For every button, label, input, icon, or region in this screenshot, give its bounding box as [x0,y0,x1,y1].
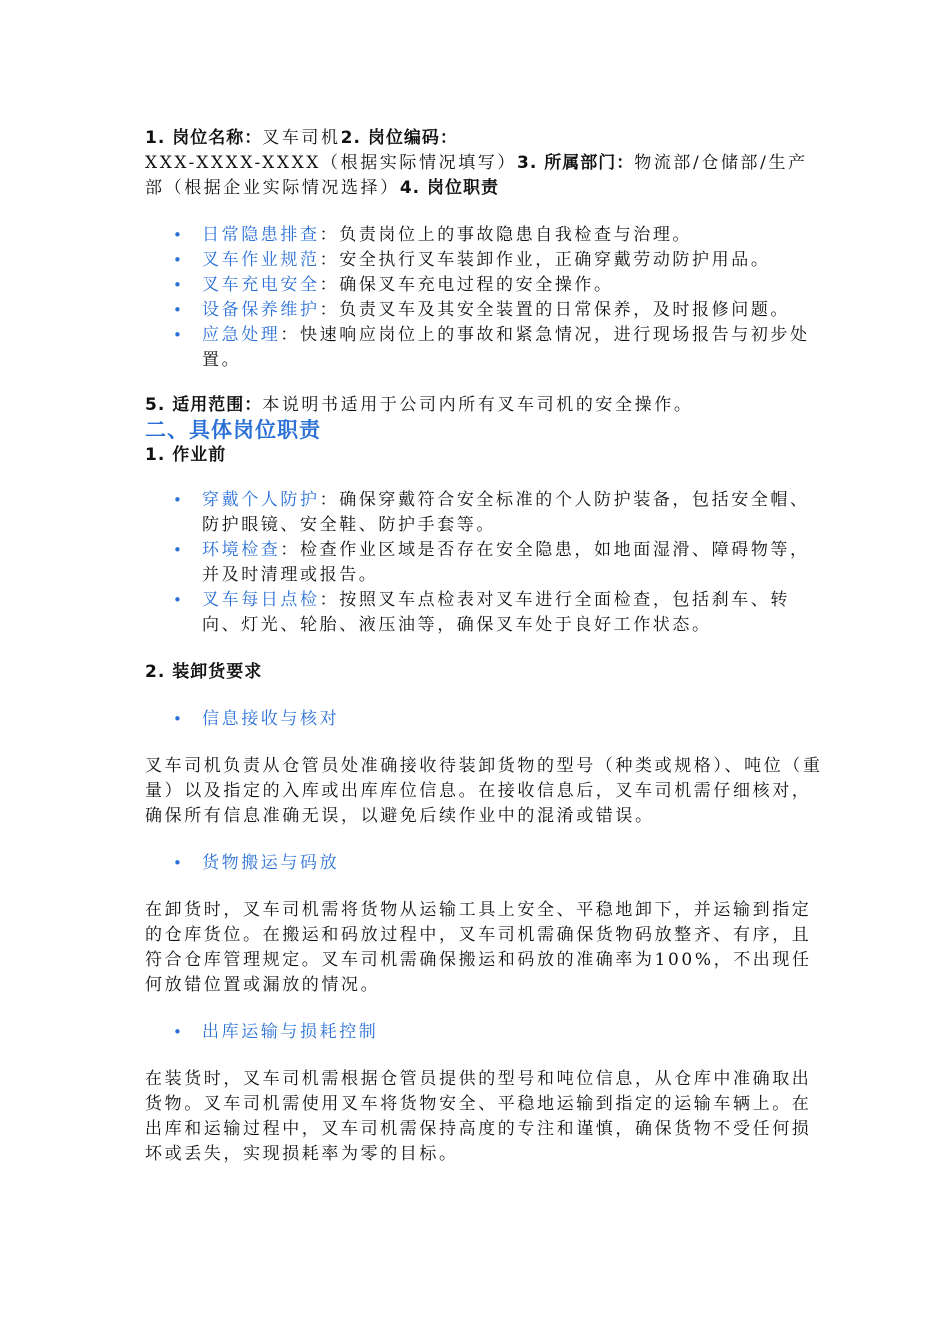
list-item [145,248,825,273]
intro-paragraph [145,126,825,201]
list-item-desc: 确保穿戴符合安全标准的个人防护装备，包括安全帽、防护眼镜、安全鞋、防护手套等。 [202,490,810,535]
section-heading: 二、具体岗位职责 [145,418,321,442]
department-label: 3. 所属部门： [517,153,635,173]
list-item-desc: 快速响应岗位上的事故和紧急情况，进行现场报告与初步处置。 [202,325,810,370]
list-item-sep: ： [280,540,301,560]
list-item [145,223,825,248]
list-item [145,1020,825,1045]
loading-bullet [145,707,825,732]
list-item-desc: 负责岗位上的事故隐患自我检查与治理。 [339,225,693,245]
list-item-sep: ： [319,275,340,295]
list-item-title: 叉车充电安全 [202,275,320,295]
list-item [145,298,825,323]
list-item-title: 货物搬运与码放 [202,853,340,873]
list-item-sep: ： [319,490,340,510]
list-item-title: 信息接收与核对 [202,709,340,729]
list-item-title: 设备保养维护 [202,300,320,320]
list-item [145,538,825,588]
list-item-desc: 检查作业区域是否存在安全隐患，如地面湿滑、障碍物等，并及时清理或报告。 [202,540,810,585]
subsection-heading: 2. 装卸货要求 [145,662,263,682]
list-item [145,851,825,876]
scope-label: 5. 适用范围： [145,395,263,415]
position-code-value: XXX-XXXX-XXXX（根据实际情况填写） [145,153,517,173]
document-page [145,120,825,1167]
list-item-desc: 安全执行叉车装卸作业，正确穿戴劳动防护用品。 [339,250,771,270]
list-item-sep: ： [319,590,340,610]
list-item-sep: ： [319,225,340,245]
list-item-sep: ： [319,300,340,320]
list-item-sep: ： [280,325,301,345]
list-item [145,588,825,638]
list-item-title: 环境检查 [202,540,281,560]
list-item-title: 出库运输与损耗控制 [202,1022,379,1042]
body-paragraph: 在装货时，叉车司机需根据仓管员提供的型号和吨位信息，从仓库中准确取出货物。叉车司机需使用叉车将货物安全、平稳地运输到指定的运输车辆上。在出库和运输过程中，叉车司机需保持高度的专注和谨慎，确保货物不受任何损坏或丢失，实现损耗率为零的目标。 [145,1069,812,1164]
pre-work-list [145,488,825,638]
list-item-title: 应急处理 [202,325,281,345]
subsection-heading: 1. 作业前 [145,445,227,465]
list-item-title: 日常隐患排查 [202,225,320,245]
loading-bullet [145,1020,825,1045]
scope-paragraph [145,393,825,418]
list-item-sep: ： [319,250,340,270]
body-paragraph: 叉车司机负责从仓管员处准确接收待装卸货物的型号（种类或规格）、吨位（重量）以及指定的入库或出库库位信息。在接收信息后，叉车司机需仔细核对，确保所有信息准确无误，以避免后续作业中的混淆或错误。 [145,756,823,826]
list-item-desc: 按照叉车点检表对叉车进行全面检查，包括刹车、转向、灯光、轮胎、液压油等，确保叉车处于良好工作状态。 [202,590,791,635]
list-item [145,488,825,538]
duties-label: 4. 岗位职责 [399,178,500,198]
duties-list [145,223,825,373]
list-item [145,707,825,732]
list-item [145,323,825,373]
list-item-title: 叉车作业规范 [202,250,320,270]
position-code-label: 2. 岗位编码： [340,128,458,148]
list-item-title: 穿戴个人防护 [202,490,320,510]
list-item-desc: 负责叉车及其安全装置的日常保养，及时报修问题。 [339,300,791,320]
body-paragraph: 在卸货时，叉车司机需将货物从运输工具上安全、平稳地卸下，并运输到指定的仓库货位。在搬运和码放过程中，叉车司机需确保货物码放整齐、有序，且符合仓库管理规定。叉车司机需确保搬运和码放的准确率为100%，不出现任何放错位置或漏放的情况。 [145,900,812,995]
loading-bullet [145,851,825,876]
scope-text: 本说明书适用于公司内所有叉车司机的安全操作。 [262,395,694,415]
list-item [145,273,825,298]
position-name-label: 1. 岗位名称： [145,128,263,148]
list-item-title: 叉车每日点检 [202,590,320,610]
list-item-desc: 确保叉车充电过程的安全操作。 [339,275,614,295]
department-value: 物流部/仓储部/生产部（根据企业实际情况选择） [145,153,808,198]
position-name-value: 叉车司机 [262,128,341,148]
